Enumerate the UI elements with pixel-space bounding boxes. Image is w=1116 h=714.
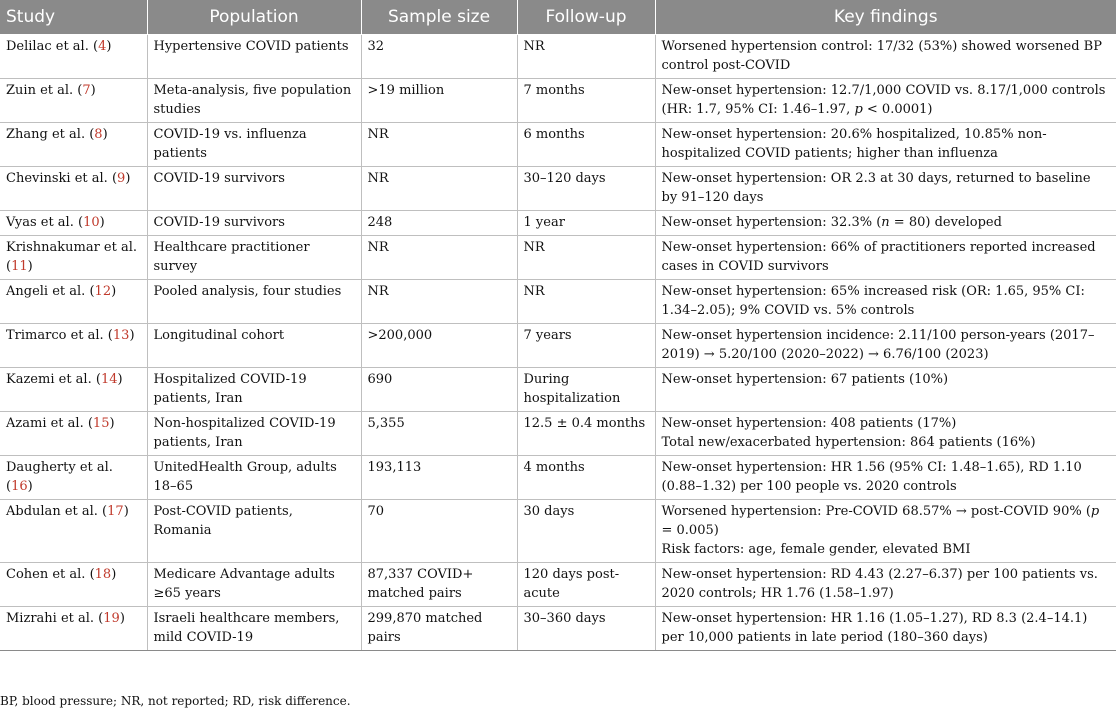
reference-link[interactable]: 8: [94, 127, 103, 142]
follow-up-cell: 7 years: [517, 324, 655, 368]
reference-link[interactable]: 16: [11, 479, 28, 494]
population-cell: Israeli healthcare members, mild COVID-19: [147, 607, 361, 651]
sample-size-cell: 32: [361, 35, 517, 79]
table-row: [0, 456, 1116, 500]
study-cell: Zhang et al. (8): [0, 123, 147, 167]
key-findings-cell: [655, 324, 1116, 368]
follow-up-cell: 120 days post-acute: [517, 563, 655, 607]
key-findings-cell: [655, 167, 1116, 211]
follow-up-cell: 30–360 days: [517, 607, 655, 651]
reference-link[interactable]: 11: [11, 259, 28, 274]
sample-size-cell: NR: [361, 167, 517, 211]
sample-size-cell: 70: [361, 500, 517, 563]
key-findings-cell: [655, 35, 1116, 79]
table-row: [0, 563, 1116, 607]
key-findings-cell: [655, 563, 1116, 607]
finding-line: Worsened hypertension: Pre-COVID 68.57% → post-COVID 90% (p = 0.005): [661, 504, 1100, 538]
study-name: Kazemi et al.: [6, 372, 92, 387]
study-cell: Abdulan et al. (17): [0, 500, 147, 563]
population-cell: Longitudinal cohort: [147, 324, 361, 368]
study-cell: Trimarco et al. (13): [0, 324, 147, 368]
follow-up-cell: 1 year: [517, 211, 655, 236]
sample-size-cell: 690: [361, 368, 517, 412]
follow-up-cell: NR: [517, 236, 655, 280]
header-population: Population: [147, 0, 361, 35]
sample-size-cell: 87,337 COVID+ matched pairs: [361, 563, 517, 607]
key-findings-cell: [655, 123, 1116, 167]
table-row: [0, 236, 1116, 280]
study-name: Krishnakumar et al.: [6, 240, 138, 255]
sample-size-cell: 193,113: [361, 456, 517, 500]
follow-up-cell: During hospitalization: [517, 368, 655, 412]
reference-link[interactable]: 4: [98, 39, 107, 54]
reference-link[interactable]: 17: [107, 504, 124, 519]
study-name: Vyas et al.: [6, 215, 74, 230]
study-cell: Kazemi et al. (14): [0, 368, 147, 412]
reference-link[interactable]: 19: [103, 611, 120, 626]
table-row: [0, 500, 1116, 563]
follow-up-cell: 12.5 ± 0.4 months: [517, 412, 655, 456]
table-row: [0, 211, 1116, 236]
header-row: [0, 0, 1116, 35]
key-findings-cell: [655, 412, 1116, 456]
follow-up-cell: NR: [517, 280, 655, 324]
sample-size-cell: >200,000: [361, 324, 517, 368]
study-cell: Zuin et al. (7): [0, 79, 147, 123]
reference-link[interactable]: 9: [117, 171, 126, 186]
finding-line: New-onset hypertension: 408 patients (17%): [661, 416, 957, 431]
study-name: Azami et al.: [6, 416, 84, 431]
finding-line: New-onset hypertension: RD 4.43 (2.27–6.37) per 100 patients vs. 2020 controls; HR 1.76 (1.58–1.97): [661, 567, 1098, 601]
study-cell: Krishnakumar et al. (11): [0, 236, 147, 280]
population-cell: Pooled analysis, four studies: [147, 280, 361, 324]
follow-up-cell: 30 days: [517, 500, 655, 563]
table-body: [0, 35, 1116, 651]
finding-line: New-onset hypertension: 66% of practitioners reported increased cases in COVID survivors: [661, 240, 1096, 274]
key-findings-cell: [655, 368, 1116, 412]
key-findings-cell: [655, 79, 1116, 123]
sample-size-cell: NR: [361, 236, 517, 280]
follow-up-cell: NR: [517, 35, 655, 79]
study-cell: Chevinski et al. (9): [0, 167, 147, 211]
population-cell: COVID-19 survivors: [147, 167, 361, 211]
header-key-findings: Key findings: [655, 0, 1116, 35]
follow-up-cell: 7 months: [517, 79, 655, 123]
study-cell: Vyas et al. (10): [0, 211, 147, 236]
table-row: [0, 607, 1116, 651]
key-findings-cell: [655, 236, 1116, 280]
table-row: [0, 79, 1116, 123]
table-row: [0, 35, 1116, 79]
population-cell: Non-hospitalized COVID-19 patients, Iran: [147, 412, 361, 456]
key-findings-cell: [655, 211, 1116, 236]
study-cell: Azami et al. (15): [0, 412, 147, 456]
study-name: Mizrahi et al.: [6, 611, 95, 626]
table-footnote: BP, blood pressure; NR, not reported; RD, risk difference.: [0, 694, 351, 708]
finding-line: New-onset hypertension: OR 2.3 at 30 days, returned to baseline by 91–120 days: [661, 171, 1091, 205]
finding-line: Risk factors: age, female gender, elevated BMI: [661, 542, 971, 557]
sample-size-cell: 5,355: [361, 412, 517, 456]
table-row: [0, 324, 1116, 368]
finding-line: Total new/exacerbated hypertension: 864 patients (16%): [661, 435, 1036, 450]
reference-link[interactable]: 10: [83, 215, 100, 230]
population-cell: Medicare Advantage adults ≥65 years: [147, 563, 361, 607]
finding-line: New-onset hypertension: 32.3% (n = 80) developed: [661, 215, 1002, 230]
finding-line: New-onset hypertension: 12.7/1,000 COVID vs. 8.17/1,000 controls (HR: 1.7, 95% CI: 1.46–1.97, p < 0.0001): [661, 83, 1106, 117]
study-name: Daugherty et al.: [6, 460, 113, 475]
table-row: [0, 280, 1116, 324]
finding-line: New-onset hypertension: 20.6% hospitalized, 10.85% non-hospitalized COVID patients; higher than influenza: [661, 127, 1047, 161]
sample-size-cell: 299,870 matched pairs: [361, 607, 517, 651]
reference-link[interactable]: 13: [112, 328, 130, 343]
finding-line: New-onset hypertension: HR 1.56 (95% CI: 1.48–1.65), RD 1.10 (0.88–1.32) per 100 people vs. 2020 controls: [661, 460, 1082, 494]
study-name: Chevinski et al.: [6, 171, 108, 186]
follow-up-cell: 6 months: [517, 123, 655, 167]
sample-size-cell: 248: [361, 211, 517, 236]
reference-link[interactable]: 15: [92, 416, 110, 431]
sample-size-cell: NR: [361, 123, 517, 167]
population-cell: UnitedHealth Group, adults 18–65: [147, 456, 361, 500]
follow-up-cell: 4 months: [517, 456, 655, 500]
table-row: [0, 368, 1116, 412]
population-cell: Healthcare practitioner survey: [147, 236, 361, 280]
header-follow-up: Follow-up: [517, 0, 655, 35]
header-sample-size: Sample size: [361, 0, 517, 35]
finding-line: Worsened hypertension control: 17/32 (53%) showed worsened BP control post-COVID: [661, 39, 1102, 73]
reference-link[interactable]: 12: [94, 284, 112, 299]
table-row: [0, 412, 1116, 456]
study-cell: Angeli et al. (12): [0, 280, 147, 324]
reference-link[interactable]: 7: [82, 83, 91, 98]
study-cell: Mizrahi et al. (19): [0, 607, 147, 651]
study-cell: Daugherty et al. (16): [0, 456, 147, 500]
study-name: Delilac et al.: [6, 39, 89, 54]
population-cell: Hypertensive COVID patients: [147, 35, 361, 79]
table-row: [0, 123, 1116, 167]
table-row: [0, 167, 1116, 211]
key-findings-cell: [655, 280, 1116, 324]
table-header: [0, 0, 1116, 35]
sample-size-cell: NR: [361, 280, 517, 324]
study-name: Angeli et al.: [6, 284, 86, 299]
population-cell: COVID-19 vs. influenza patients: [147, 123, 361, 167]
finding-line: New-onset hypertension: HR 1.16 (1.05–1.27), RD 8.3 (2.4–14.1) per 10,000 patients in late period (180–360 days): [661, 611, 1088, 645]
study-name: Cohen et al.: [6, 567, 86, 582]
reference-link[interactable]: 14: [100, 372, 118, 387]
key-findings-cell: [655, 500, 1116, 563]
population-cell: Post-COVID patients, Romania: [147, 500, 361, 563]
population-cell: Hospitalized COVID-19 patients, Iran: [147, 368, 361, 412]
study-name: Zuin et al.: [6, 83, 74, 98]
key-findings-cell: [655, 456, 1116, 500]
header-study: Study: [0, 0, 147, 35]
study-name: Abdulan et al.: [6, 504, 98, 519]
study-name: Trimarco et al.: [6, 328, 104, 343]
population-cell: Meta-analysis, five population studies: [147, 79, 361, 123]
study-name: Zhang et al.: [6, 127, 86, 142]
finding-line: New-onset hypertension: 67 patients (10%): [661, 372, 949, 387]
finding-line: New-onset hypertension: 65% increased risk (OR: 1.65, 95% CI: 1.34–2.05); 9% COVID vs. 5% controls: [661, 284, 1085, 318]
population-cell: COVID-19 survivors: [147, 211, 361, 236]
key-findings-cell: [655, 607, 1116, 651]
sample-size-cell: >19 million: [361, 79, 517, 123]
reference-link[interactable]: 18: [94, 567, 112, 582]
study-cell: Cohen et al. (18): [0, 563, 147, 607]
study-cell: Delilac et al. (4): [0, 35, 147, 79]
follow-up-cell: 30–120 days: [517, 167, 655, 211]
finding-line: New-onset hypertension incidence: 2.11/100 person-years (2017–2019) → 5.20/100 (2020–2022) → 6.76/100 (2023): [661, 328, 1095, 362]
